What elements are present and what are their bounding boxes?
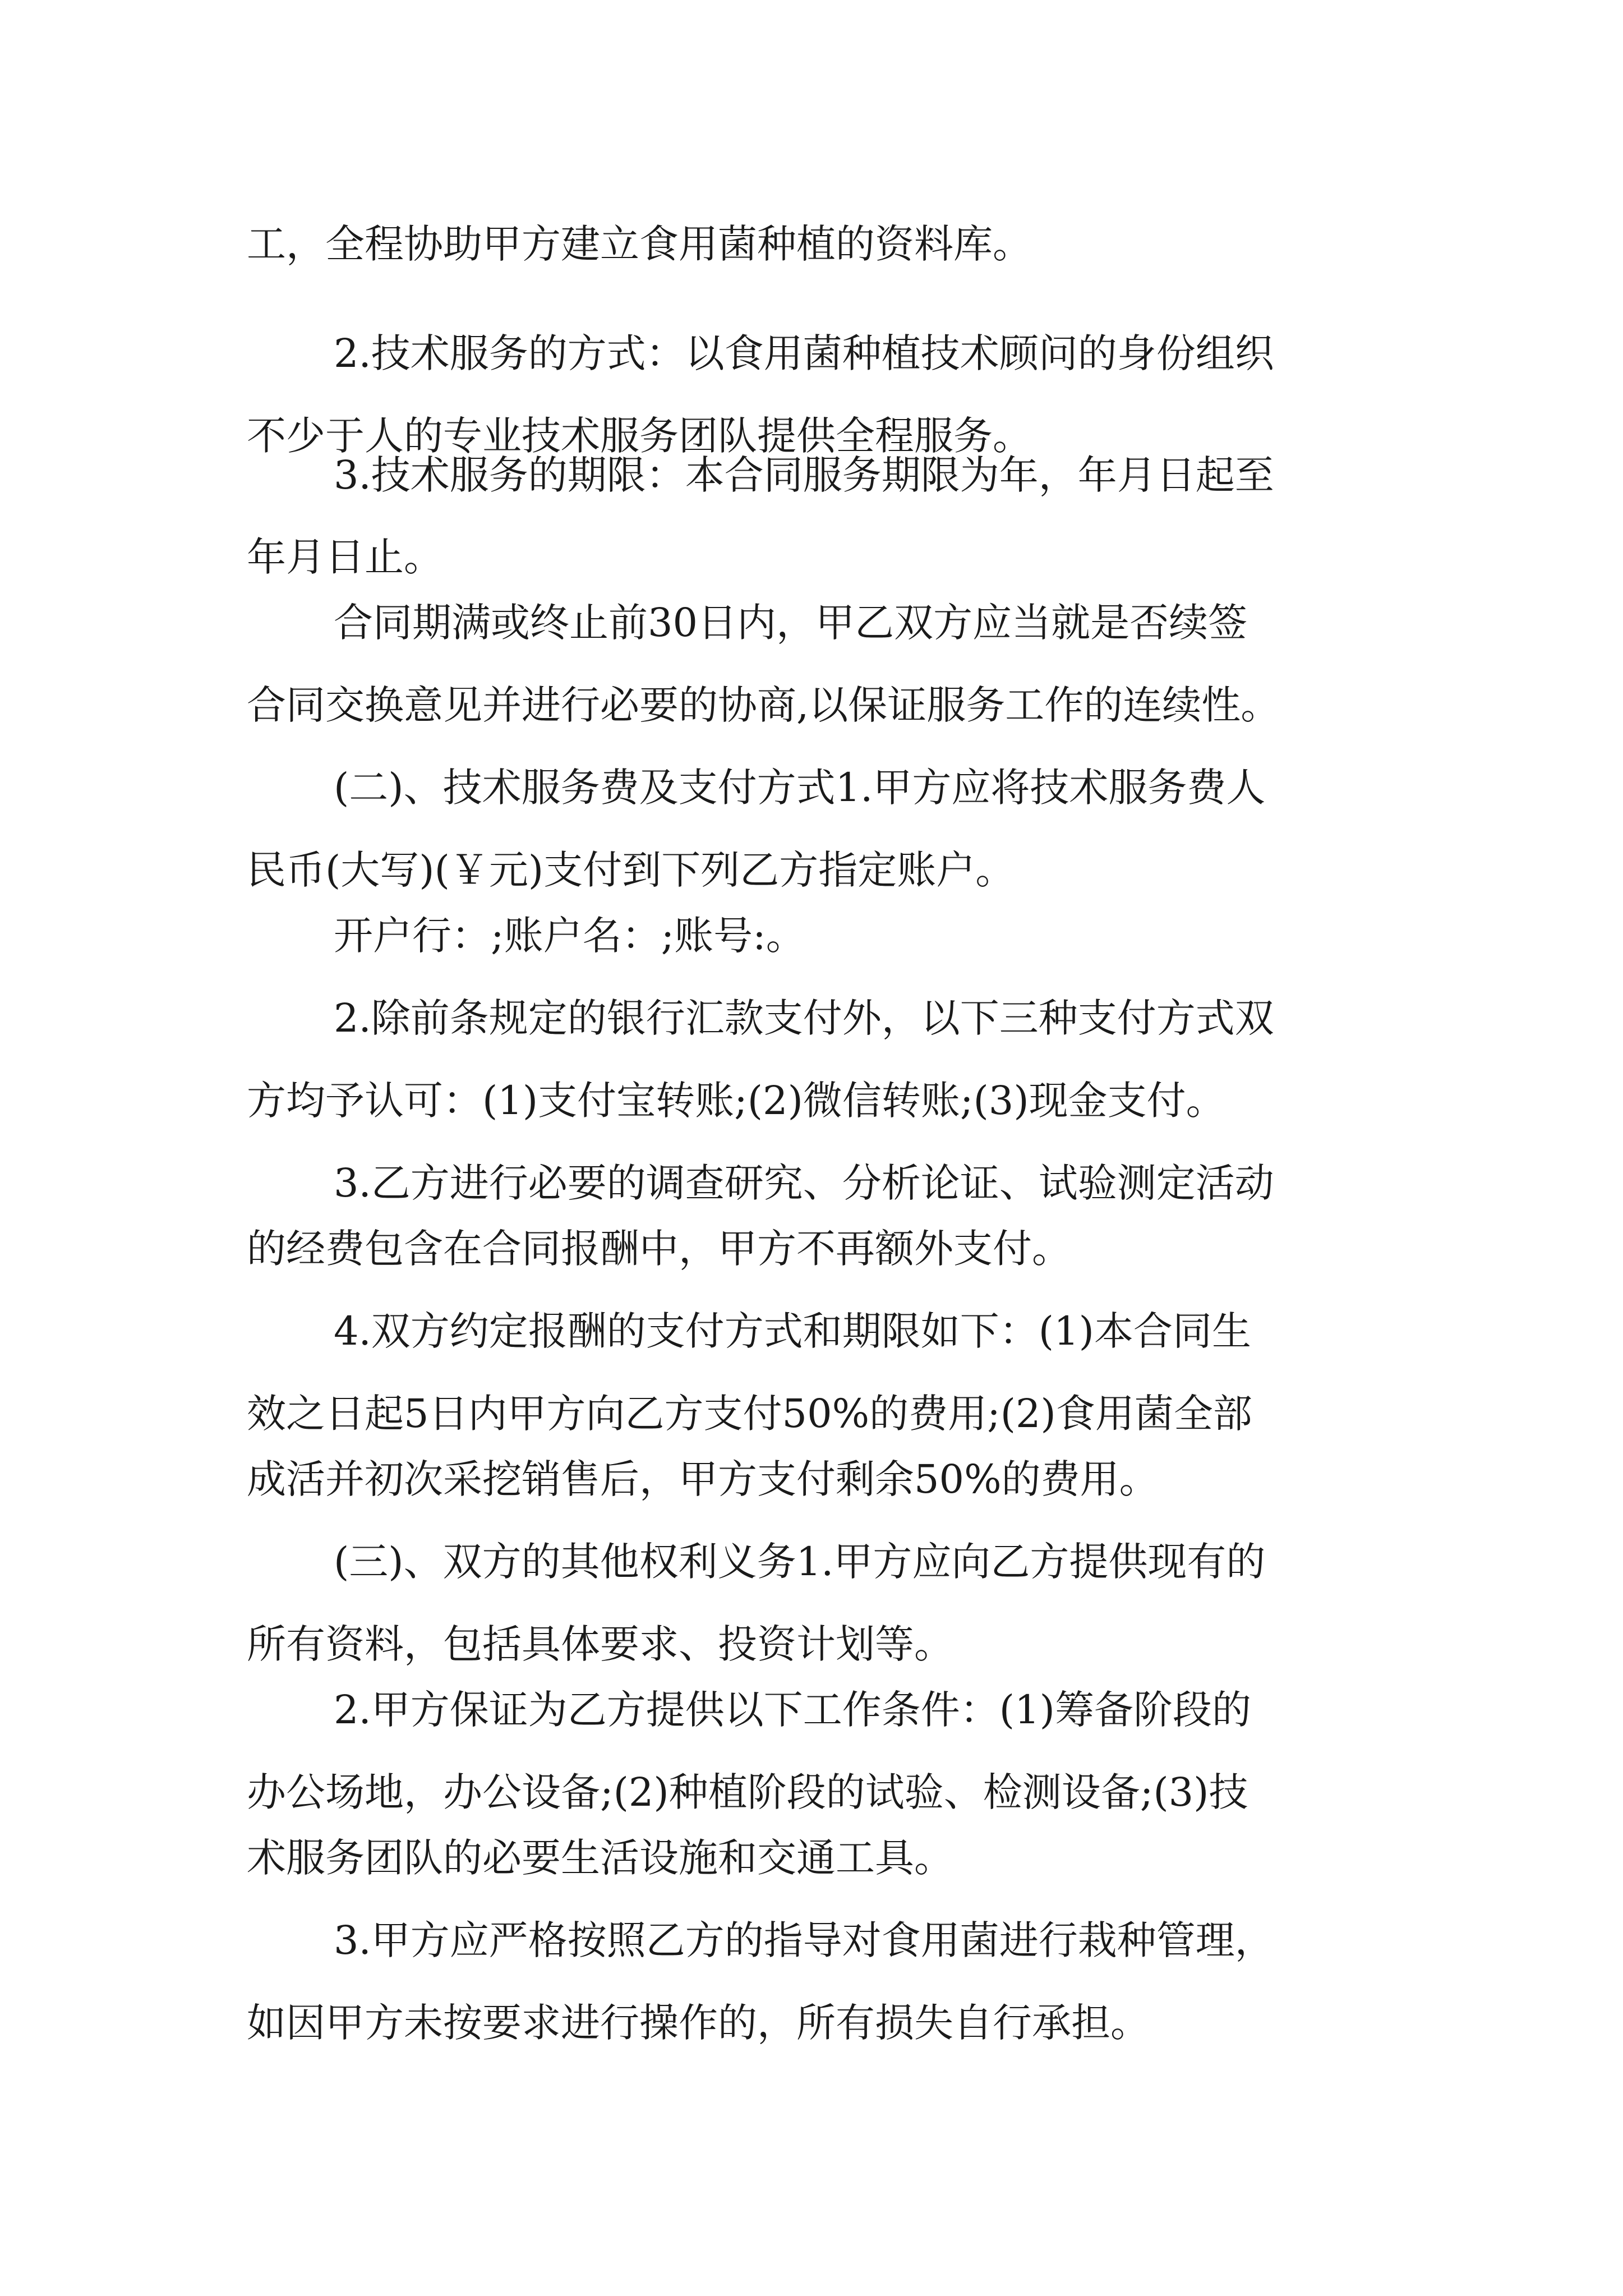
text-line-12: 方均予认可：(1)支付宝转账;(2)微信转账;(3)现金支付。	[247, 1078, 1225, 1124]
text-line-11: 2.除前条规定的银行汇款支付外，以下三种支付方式双	[334, 995, 1274, 1041]
text-line-8: (二)、技术服务费及支付方式1.甲方应将技术服务费人	[334, 765, 1266, 811]
text-line-20: 2.甲方保证为乙方提供以下工作条件：(1)筹备阶段的	[334, 1687, 1251, 1733]
text-line-18: (三)、双方的其他权利义务1.甲方应向乙方提供现有的	[334, 1539, 1266, 1585]
text-line-21: 办公场地，办公设备;(2)种植阶段的试验、检测设备;(3)技	[247, 1769, 1248, 1815]
text-line-7: 合同交换意见并进行必要的协商,以保证服务工作的连续性。	[247, 682, 1280, 728]
text-line-1: 工，全程协助甲方建立食用菌种植的资料库。	[247, 221, 1032, 267]
text-line-2: 2.技术服务的方式：以食用菌种植技术顾问的身份组织	[334, 330, 1274, 376]
text-line-10: 开户行：;账户名：;账号:。	[334, 913, 805, 959]
text-line-14: 的经费包含在合同报酬中，甲方不再额外支付。	[247, 1226, 1071, 1272]
text-line-24: 如因甲方未按要求进行操作的，所有损失自行承担。	[247, 2000, 1150, 2046]
text-line-17: 成活并初次采挖销售后，甲方支付剩余50%的费用。	[247, 1456, 1159, 1502]
text-line-4: 3.技术服务的期限：本合同服务期限为年，年月日起至	[334, 452, 1274, 498]
text-line-19: 所有资料，包括具体要求、投资计划等。	[247, 1621, 953, 1667]
text-line-15: 4.双方约定报酬的支付方式和期限如下：(1)本合同生	[334, 1308, 1251, 1354]
text-line-3: 不少于人的专业技术服务团队提供全程服务。	[247, 413, 1032, 459]
text-line-6: 合同期满或终止前30日内，甲乙双方应当就是否续签	[334, 600, 1248, 646]
text-line-5: 年月日止。	[247, 534, 443, 580]
text-line-9: 民币(大写)(￥元)支付到下列乙方指定账户。	[247, 847, 1015, 893]
text-line-23: 3.甲方应严格按照乙方的指导对食用菌进行栽种管理，	[334, 1917, 1274, 1963]
text-line-13: 3.乙方进行必要的调查研究、分析论证、试验测定活动	[334, 1160, 1274, 1206]
text-line-22: 术服务团队的必要生活设施和交通工具。	[247, 1835, 953, 1881]
text-line-16: 效之日起5日内甲方向乙方支付50%的费用;(2)食用菌全部	[247, 1391, 1252, 1437]
